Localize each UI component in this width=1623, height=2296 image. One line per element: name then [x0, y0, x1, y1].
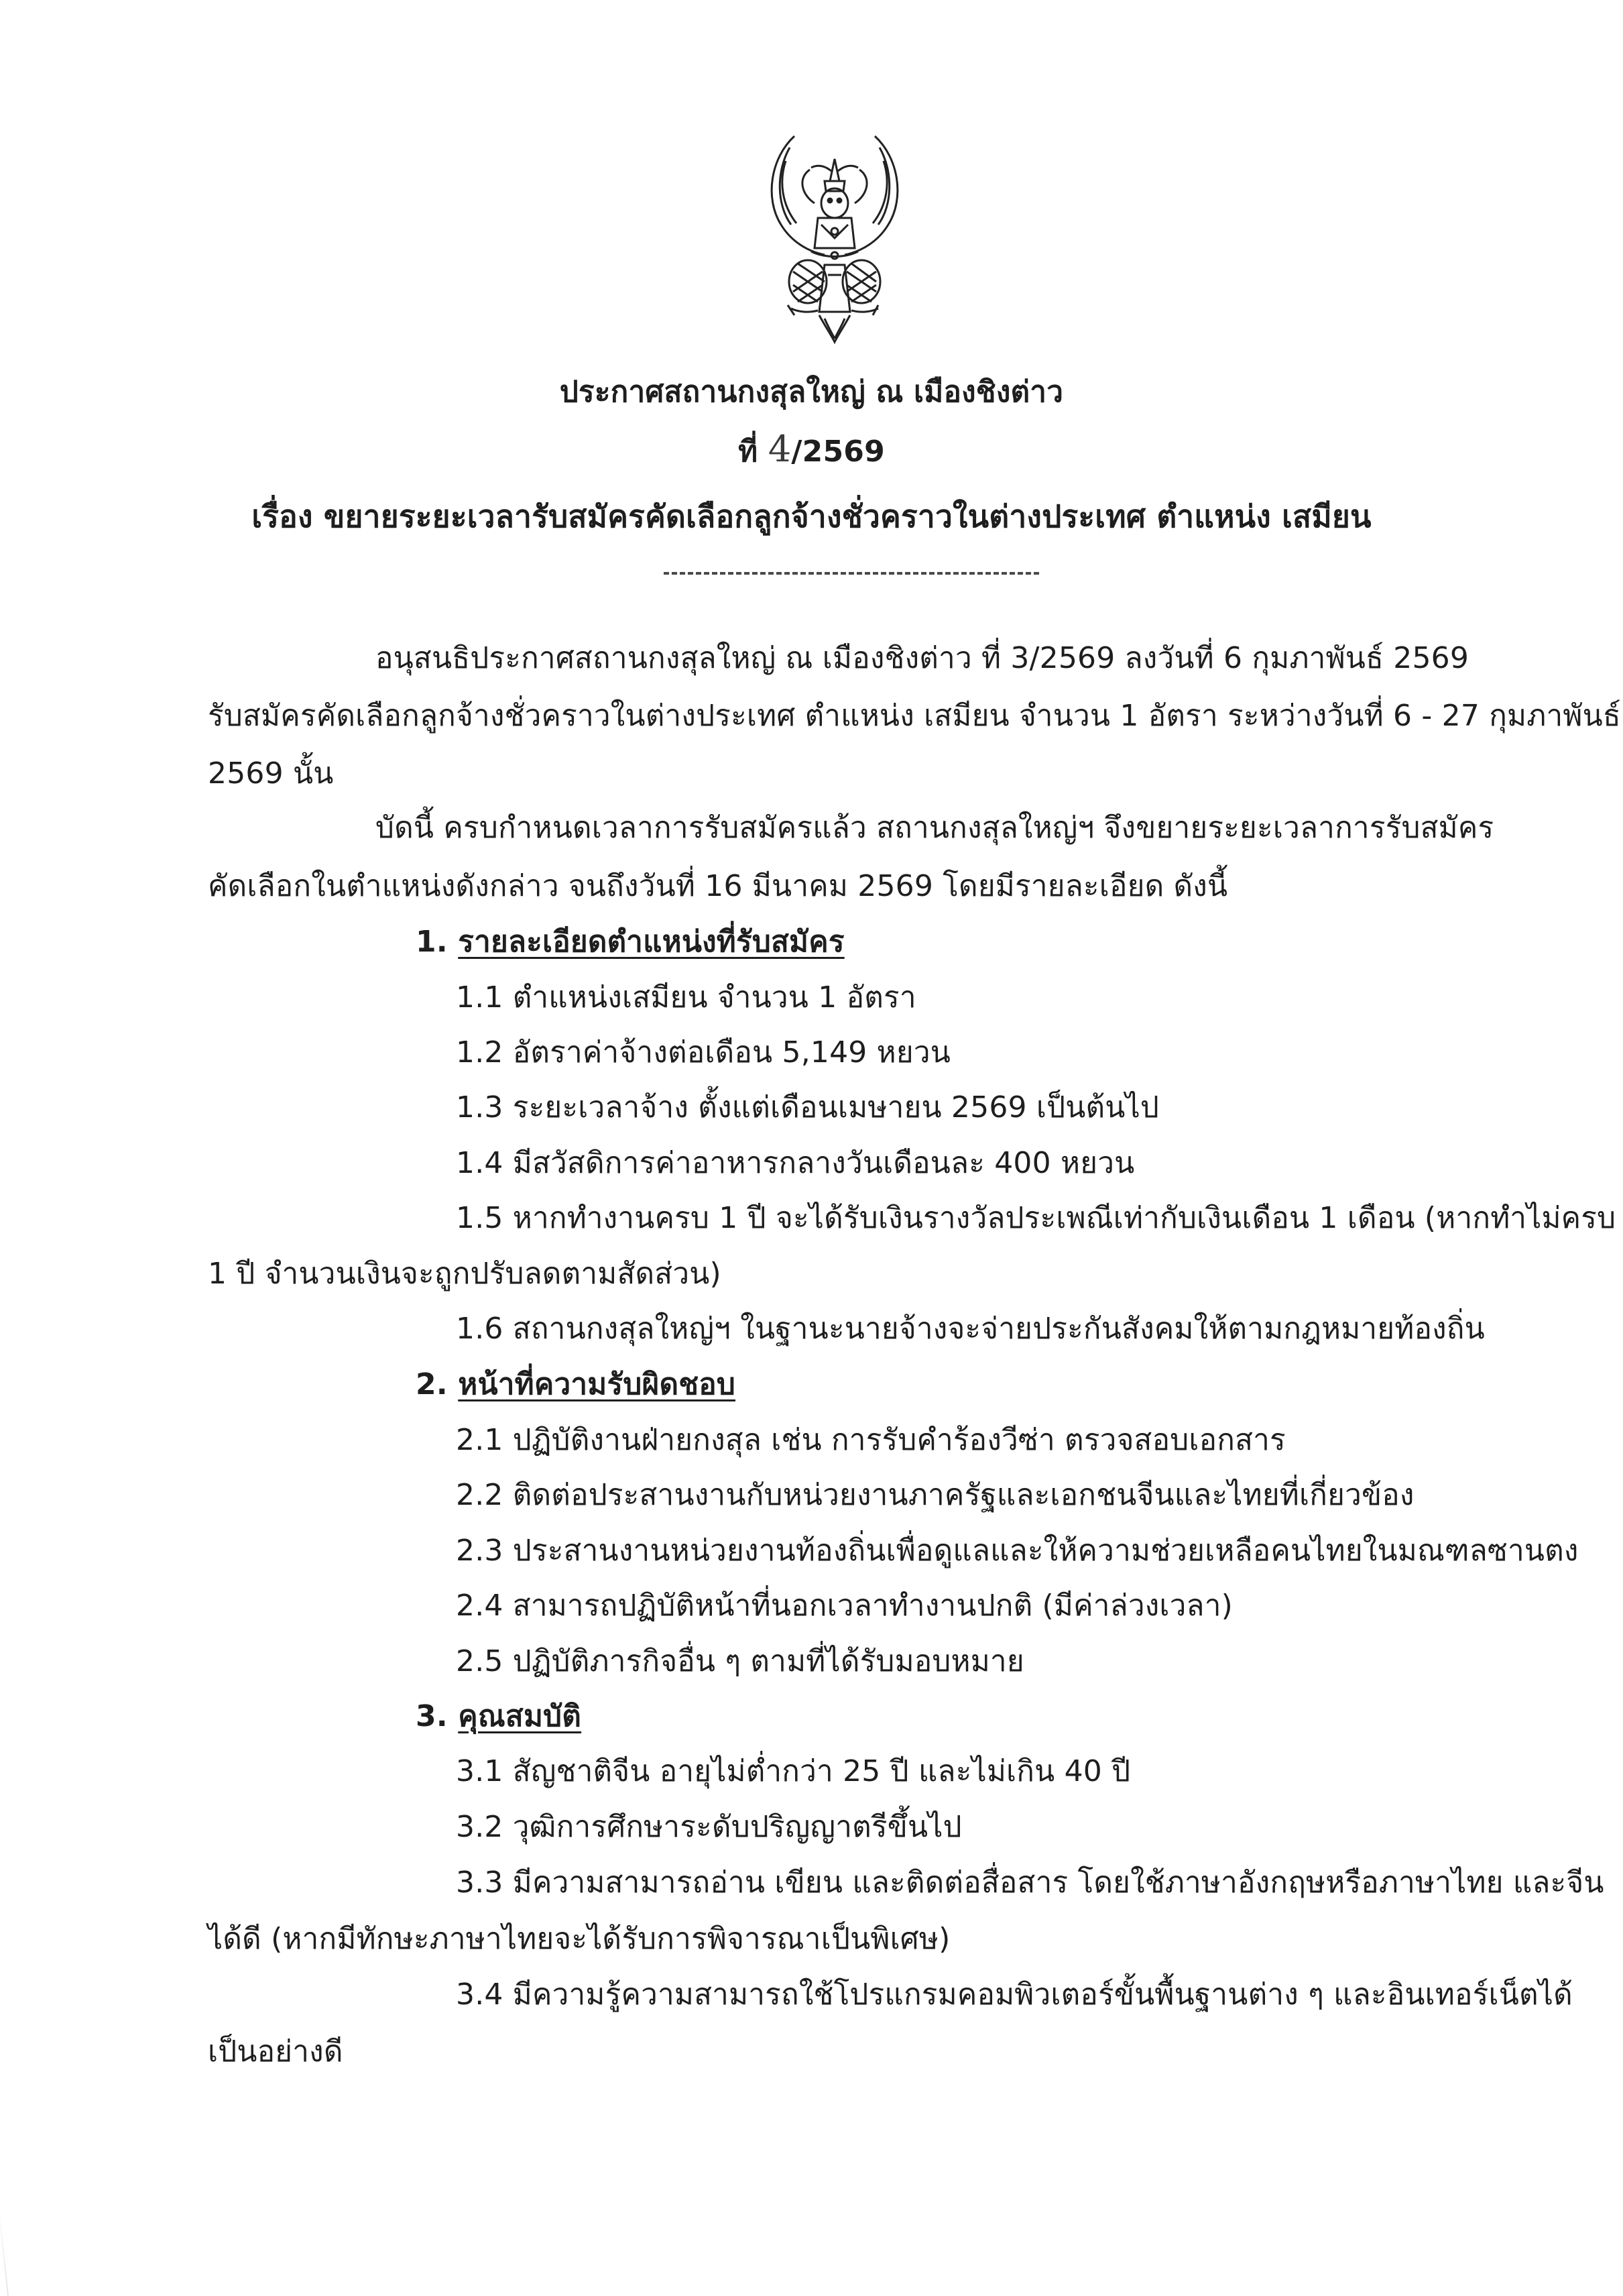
list-item-continuation: 1 ปี จำนวนเงินจะถูกปรับลดตามสัดส่วน) [208, 1257, 721, 1291]
list-item-continuation: ได้ดี (หากมีทักษะภาษาไทยจะได้รับการพิจารณาเป็นพิเศษ) [208, 1922, 951, 1956]
section-heading-responsibilities: 2. หน้าที่ความรับผิดชอบ [416, 1367, 736, 1401]
announcement-subject: เรื่อง ขยายระยะเวลารับสมัครคัดเลือกลูกจ้างชั่วคราวในต่างประเทศ ตำแหน่ง เสมียน [251, 498, 1372, 534]
intro-line: รับสมัครคัดเลือกลูกจ้างชั่วคราวในต่างประเทศ ตำแหน่ง เสมียน จำนวน 1 อัตรา ระหว่างวันที่ 6 - 27 กุมภาพันธ์ [208, 699, 1621, 733]
scan-edge-artifact [0, 2206, 9, 2295]
list-item: 1.2 อัตราค่าจ้างต่อเดือน 5,149 หยวน [456, 1035, 951, 1070]
announcement-title: ประกาศสถานกงสุลใหญ่ ณ เมืองชิงต่าว [559, 375, 1064, 409]
list-item: 3.4 มีความรู้ความสามารถใช้โปรแกรมคอมพิวเตอร์ขั้นพื้นฐานต่าง ๆ และอินเทอร์เน็ตได้ [456, 1977, 1573, 2012]
section-heading-position-details: 1. รายละเอียดตำแหน่งที่รับสมัคร [416, 925, 845, 959]
list-item: 3.1 สัญชาติจีน อายุไม่ต่ำกว่า 25 ปี และไม่เกิน 40 ปี [456, 1754, 1131, 1788]
list-item: 2.1 ปฏิบัติงานฝ่ายกงสุล เช่น การรับคำร้องวีซ่า ตรวจสอบเอกสาร [456, 1423, 1286, 1457]
list-item: 3.2 วุฒิการศึกษาระดับปริญญาตรีขึ้นไป [456, 1810, 962, 1844]
garuda-emblem-icon [724, 117, 945, 345]
list-item: 3.3 มีความสามารถอ่าน เขียน และติดต่อสื่อสาร โดยใช้ภาษาอังกฤษหรือภาษาไทย และจีน [456, 1866, 1604, 1900]
intro-line: อนุสนธิประกาศสถานกงสุลใหญ่ ณ เมืองชิงต่าว ที่ 3/2569 ลงวันที่ 6 กุมภาพันธ์ 2569 [375, 641, 1469, 675]
list-item: 2.4 สามารถปฏิบัติหน้าที่นอกเวลาทำงานปกติ (มีค่าล่วงเวลา) [456, 1589, 1233, 1623]
list-item: 1.1 ตำแหน่งเสมียน จำนวน 1 อัตรา [456, 980, 916, 1015]
list-item: 2.5 ปฏิบัติภารกิจอื่น ๆ ตามที่ได้รับมอบหมาย [456, 1644, 1024, 1678]
number-prefix: ที่ [738, 435, 758, 469]
announcement-number [0, 429, 1623, 472]
intro-line: 2569 นั้น [208, 756, 334, 791]
list-item: 2.2 ติดต่อประสานงานกับหน่วยงานภาครัฐและเอกชนจีนและไทยที่เกี่ยวข้อง [456, 1478, 1415, 1512]
intro-line: บัดนี้ ครบกำหนดเวลาการรับสมัครแล้ว สถานกงสุลใหญ่ฯ จึงขยายระยะเวลาการรับสมัคร [375, 811, 1494, 845]
header-divider [664, 572, 1039, 575]
section-heading-qualifications: 3. คุณสมบัติ [416, 1699, 582, 1733]
list-item: 1.3 ระยะเวลาจ้าง ตั้งแต่เดือนเมษายน 2569 เป็นต้นไป [456, 1090, 1160, 1125]
number-suffix: /2569 [791, 435, 885, 469]
list-item: 1.4 มีสวัสดิการค่าอาหารกลางวันเดือนละ 400 หยวน [456, 1146, 1135, 1180]
intro-line: คัดเลือกในตำแหน่งดังกล่าว จนถึงวันที่ 16 มีนาคม 2569 โดยมีรายละเอียด ดังนี้ [208, 869, 1228, 903]
list-item: 1.6 สถานกงสุลใหญ่ฯ ในฐานะนายจ้างจะจ่ายประกันสังคมให้ตามกฎหมายท้องถิ่น [456, 1312, 1485, 1346]
list-item-continuation: เป็นอย่างดี [208, 2034, 343, 2069]
list-item: 2.3 ประสานงานหน่วยงานท้องถิ่นเพื่อดูแลและให้ความช่วยเหลือคนไทยในมณฑลซานตง [456, 1534, 1579, 1568]
list-item: 1.5 หากทำงานครบ 1 ปี จะได้รับเงินรางวัลประเพณีเท่ากับเงินเดือน 1 เดือน (หากทำไม่ครบ [456, 1201, 1616, 1235]
handwritten-number: 4 [768, 428, 792, 470]
